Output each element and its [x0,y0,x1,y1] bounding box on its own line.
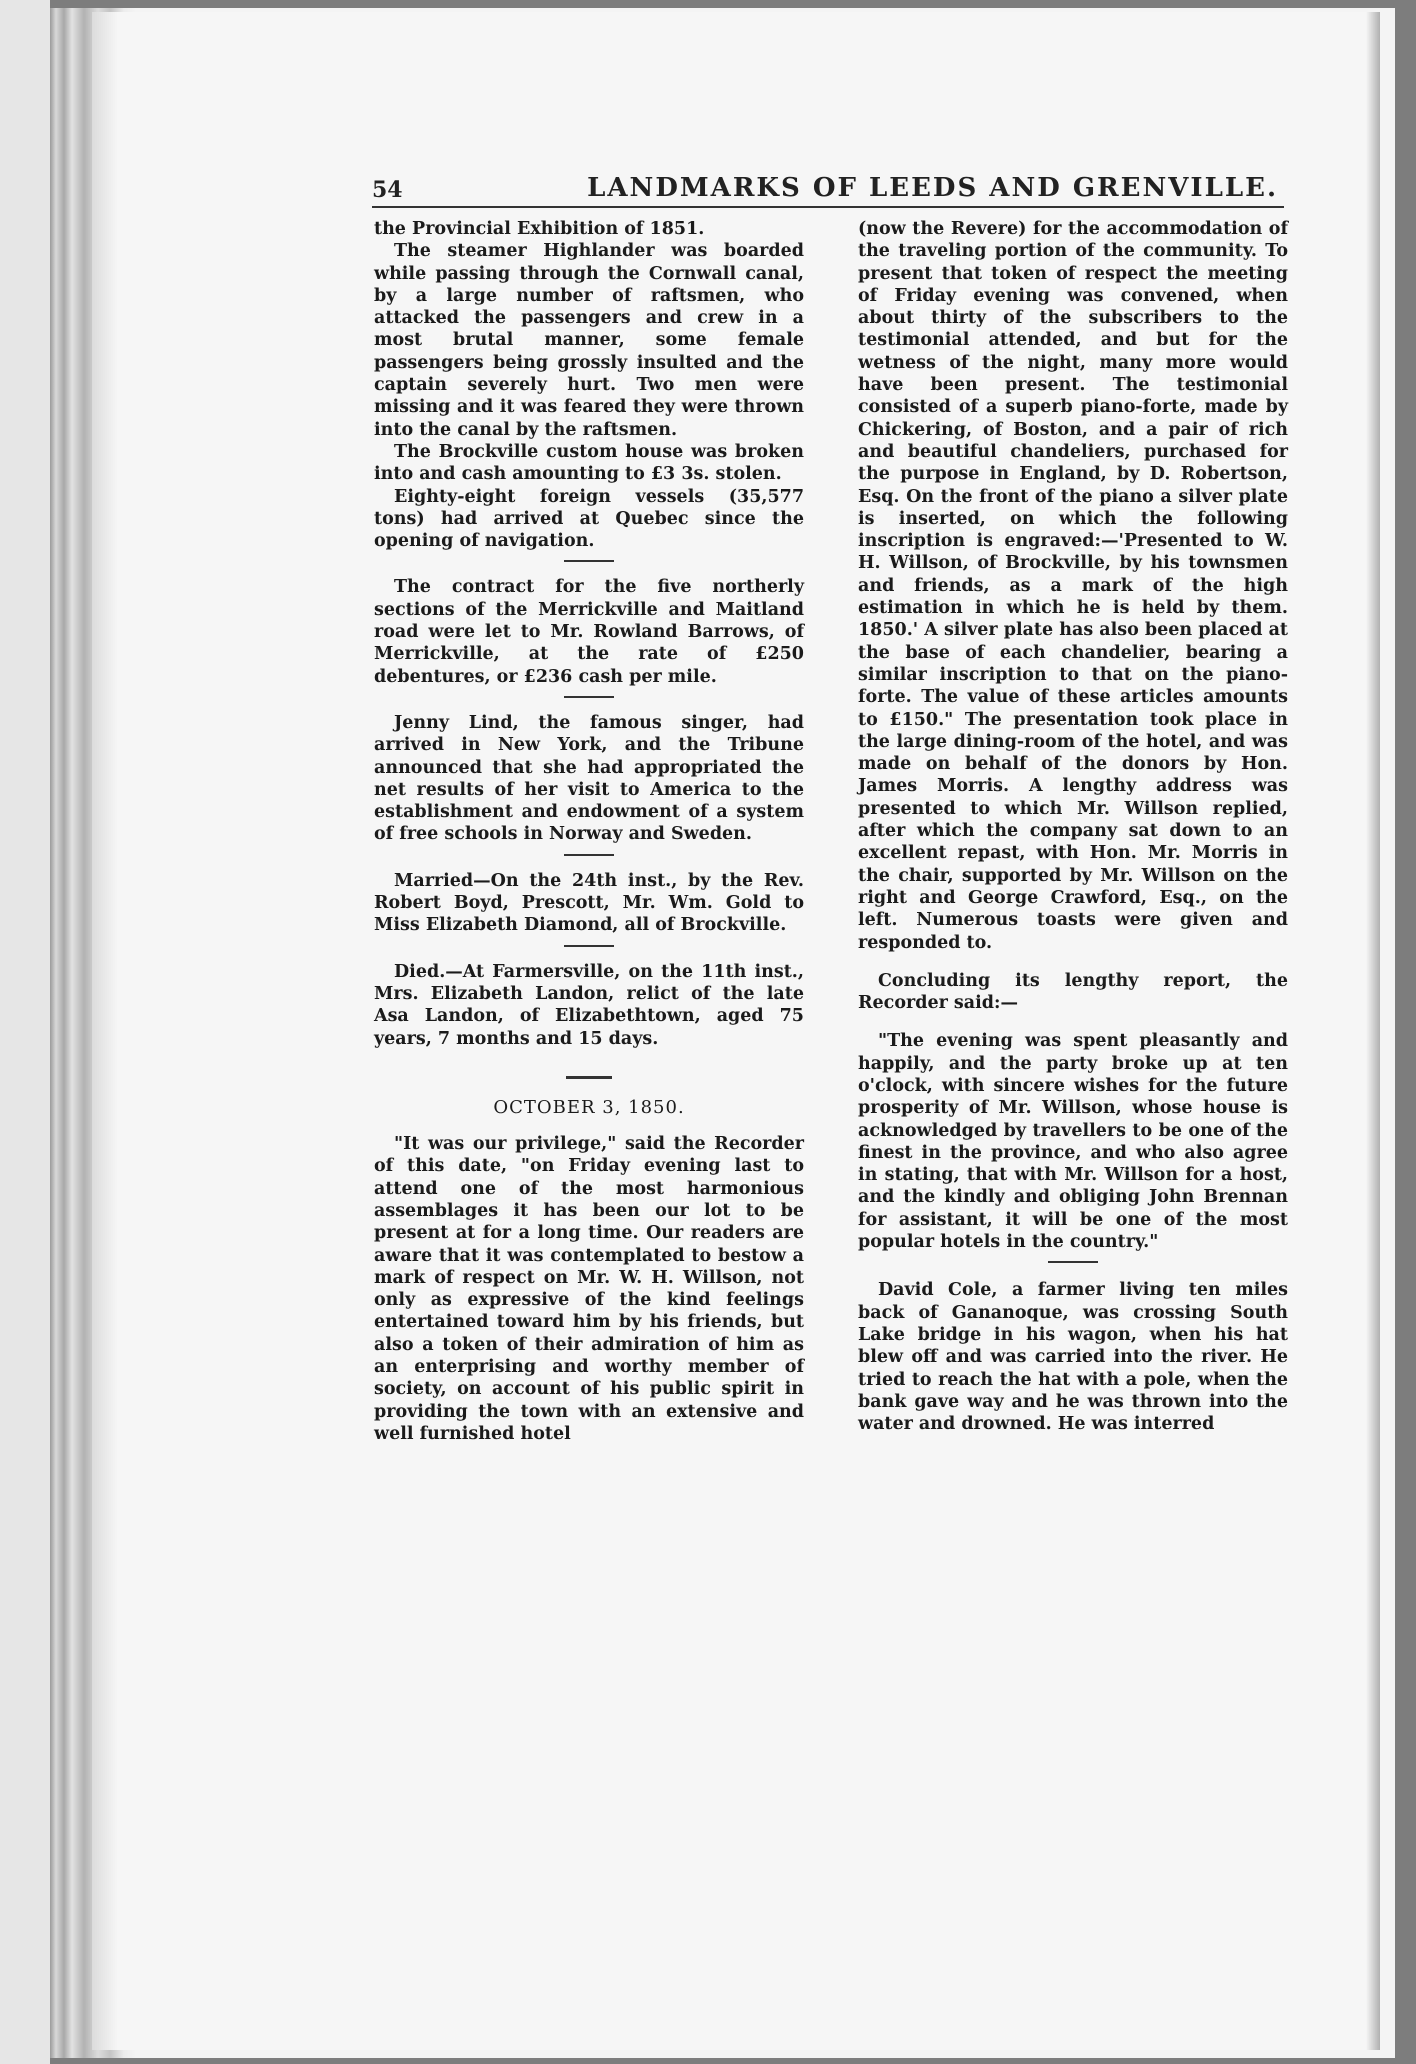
section-separator [564,560,614,562]
scan-backdrop [0,0,50,2064]
running-header [372,155,1284,203]
paragraph: the Provincial Exhibition of 1851. [374,219,705,239]
section-separator [564,945,614,947]
paragraph: Concluding its lengthy report, the Recorder said:— [858,970,1288,1014]
date-heading: OCTOBER 3, 1850. [493,1096,685,1118]
right-column [858,218,1288,1435]
paragraph: The contract for the five northerly sections of the Merrickville and Maitland road were let to Mr. Rowland Barrows, of Merrickville, at the rate of £250 debentures, or £236 cash per mile. [374,577,804,687]
left-column [374,218,804,1445]
section-separator [1048,1261,1098,1263]
paragraph: The Brockville custom house was broken into and cash amounting to £3 3s. stolen. [374,441,804,485]
section-separator [564,854,614,856]
paragraph: The steamer Highlander was boarded while passing through the Cornwall canal, by a large number of raftsmen, who attacked the passengers and crew in a most brutal manner, some female passengers being grossly insulted and the captain severely hurt. Two men were missing and it was feared they were thrown into the canal by the raftsmen. [374,241,804,440]
paragraph: "It was our privilege," said the Recorder of this date, "on Friday evening last to attend one of the most harmonious assemblages it has been our lot to be present at for a long time. Our readers are aware that it was contemplated to bestow a mark of respect on Mr. W. H. Willson, not only as expressive of the kind feelings entertained toward him by his friends, but also a token of their admiration of him as an enterprising and worthy member of society, on account of his public spirit in providing the town with an extensive and well furnished hotel [374,1134,804,1444]
header-rule [372,206,1284,208]
binding-shadow [92,12,118,2050]
page-edge-shadow [1366,12,1380,2050]
section-separator [564,696,614,698]
paragraph: David Cole, a farmer living ten miles back of Gananoque, was crossing South Lake bridge in his wagon, when his hat blew off and was carried into the river. He tried to reach the hat with a pole, when the bank gave way and he was thrown into the water and drowned. He was interred [858,1280,1288,1435]
paragraph: Died.—At Farmersville, on the 11th inst., Mrs. Elizabeth Landon, relict of the late Asa Landon, of Elizabethtown, aged 75 years, 7 months and 15 days. [374,961,804,1049]
paragraph: Married—On the 24th inst., by the Rev. Robert Boyd, Prescott, Mr. Wm. Gold to Miss Elizabeth Diamond, all of Brockville. [374,870,804,936]
paragraph: "The evening was spent pleasantly and happily, and the party broke up at ten o'clock, with sincere wishes for the future prosperity of Mr. Willson, whose house is acknowledged by travellers to be one of the finest in the province, and who also agree in stating, that with Mr. Willson for a host, and the kindly and obliging John Brennan for assistant, it will be one of the most popular hotels in the country." [858,1031,1288,1253]
running-title: LANDMARKS OF LEEDS AND GRENVILLE. [587,173,1278,203]
paragraph: Jenny Lind, the famous singer, had arrived in New York, and the Tribune announced that she had appropriated the net results of her visit to America to the establishment and endowment of a system of free schools in Norway and Sweden. [374,712,804,845]
section-separator [566,1076,612,1079]
paragraph: (now the Revere) for the accommodation of the traveling portion of the community. To present that token of respect the meeting of Friday evening was convened, when about thirty of the subscribers to the testimonial attended, and but for the wetness of the night, many more would have been present. The testimonial consisted of a superb piano-forte, made by Chickering, of Boston, and a pair of rich and beautiful chandeliers, purchased for the purpose in England, by D. Robertson, Esq. On the front of the piano a silver plate is inserted, on which the following inscription is engraved:—'Presented to W. H. Willson, of Brockville, by his townsmen and friends, as a mark of the high estimation in which he is held by them. 1850.' A silver plate has also been placed at the base of each chandelier, bearing a similar inscription to that on the piano-forte. The value of these articles amounts to £150." The presentation took place in the large dining-room of the hotel, and was made on behalf of the donors by Hon. James Morris. A lengthy address was presented to which Mr. Willson replied, after which the company sat down to an excellent repast, with Hon. Mr. Morris in the chair, supported by Mr. Willson on the right and George Crawford, Esq., on the left. Numerous toasts were given and responded to. [858,219,1288,953]
page-number: 54 [372,177,403,203]
paragraph: Eighty-eight foreign vessels (35,577 tons) had arrived at Quebec since the opening of navigation. [374,486,804,552]
